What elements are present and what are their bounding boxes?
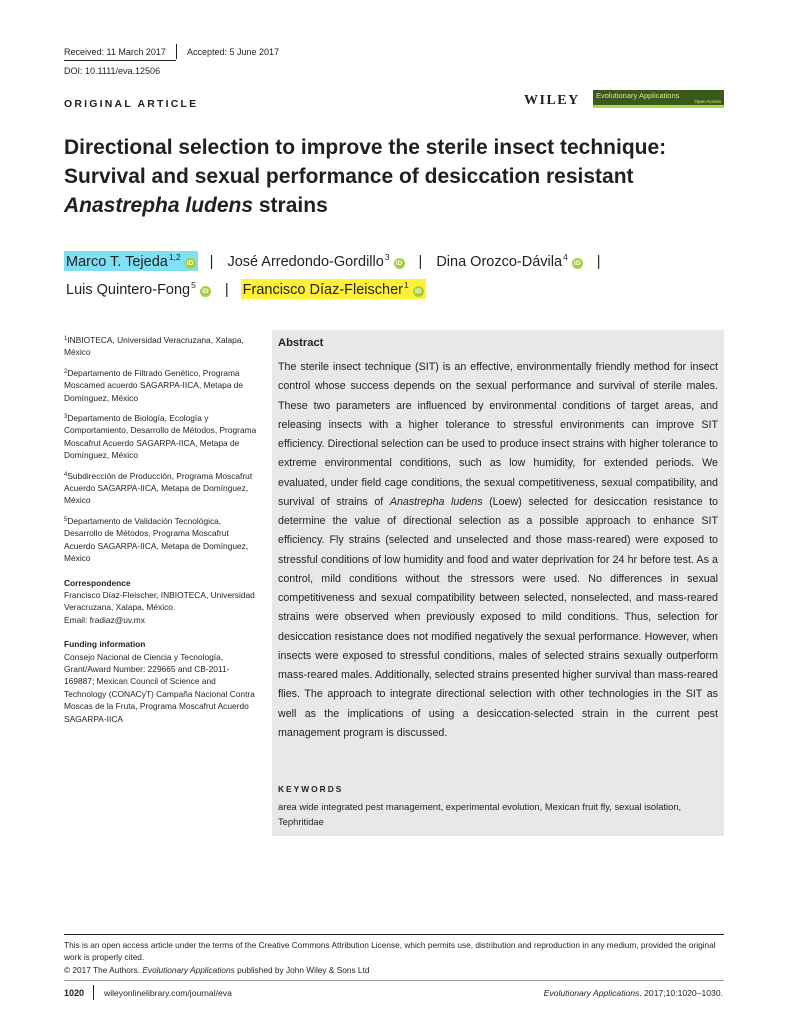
header-divider [176, 44, 177, 59]
affiliation-1: $^1$INBIOTECA, Universidad Veracruzana, Xalapa, México [64, 335, 244, 358]
abstract-text-1: The sterile insect technique (SIT) is an effective, environmentally friendly method for insect control whose success depends on the sexual performance and survival of sterile males. These two parameters are influenced by environmental conditions of target areas, and releasing insects with a higher tolerance to stressful environments can improve SIT efficiency. Directional selection can be used to produce insect strains with higher tolerance to extreme environmental conditions, such as low humidity, for extended periods. We evaluated, under field cage conditions, the sexual competitiveness, sexual compatibility, and survival of strains of [278, 361, 718, 508]
license-text: This is an open access article under the terms of the Creative Commons Attribution License, which permits use, distribution and reproduction in any medium, provided the original work is properly cited. [64, 940, 716, 963]
author-separator: | [418, 254, 423, 270]
journal-badge-name: Evolutionary Applications [596, 91, 680, 100]
author-3[interactable] [434, 251, 584, 271]
authors-line-1 [64, 251, 744, 271]
orcid-icon[interactable]: iD [413, 286, 424, 297]
abstract-text-2: (Loew) selected for desiccation resistance to determine the value of directional selection as a possible approach to enhance SIT efficiency. Fly strains (selected and unselected and those mass-reared) were exposed to stressful conditions of low humidity and food and water deprivation for 24 hr before test. As a control, mild conditions without the stressors were used. No differences in sexual competitiveness and sexual compatibility between selected, nonselected, and mass-reared strains were observed when previously exposed to mild conditions. Thus, selection for desiccation resistance does not modified negatively the sexual performance. However, when insects were exposed to stressful conditions, males of selected strains sexually outperform mass-reared males. Additionally, selected strains presented higher survival than mass-reared flies. The approach to integrate directional selection with other technologies in the SIT as well as the implications of using a desiccation-selected strain in the current pest management program is discussed. [278, 495, 718, 739]
affiliation-3: $^3$Departamento de Biología, Ecología y Comportamiento, Desarrollo de Métodos, Programa Moscafrut Acuerdo SAGARPA-IICA, Metapa de Domínguez, México [64, 413, 257, 461]
orcid-icon[interactable]: iD [185, 258, 196, 269]
orcid-icon[interactable]: iD [394, 258, 405, 269]
open-access-label: Open Access [694, 99, 721, 104]
author-3-name: Dina Orozco-Dávila [436, 254, 563, 270]
funding-text: Consejo Nacional de Ciencia y Tecnología, Grant/Award Number: 229665 and CB-2011-169887; Mexican Council of Science and Technology (CONACyT) Campaña Nacional Contra Moscas de la Fruta, Programa Moscafrut Acuerdo SAGARPA-IICA [64, 651, 255, 724]
affiliation-5: $^5$Departamento de Validación Tecnológica, Desarrollo de Métodos, Programa Moscafrut Acuerdo SAGARPA-IICA, Metapa de Domínguez, México [64, 515, 249, 564]
affiliation-4: $^4$Subdirección de Producción, Programa Moscafrut Acuerdo SAGARPA-IICA, Metapa de Domínguez, México [64, 470, 253, 506]
doi[interactable]: DOI: 10.1111/eva.12506 [64, 66, 161, 76]
abstract-species: Anastrepha ludens [389, 495, 483, 508]
author-4-affil: 5 [191, 280, 196, 290]
author-1[interactable] [64, 251, 198, 271]
article-type-label: ORIGINAL ARTICLE [64, 98, 199, 110]
citation: Evolutionary Applications. 2017;10:1020–1030. [543, 988, 723, 998]
footer-rule [64, 934, 724, 935]
keywords-text: area wide integrated pest management, experimental evolution, Mexican fruit fly, sexual isolation, Tephritidae [278, 801, 682, 827]
orcid-icon[interactable]: iD [572, 258, 583, 269]
abstract-heading: Abstract [278, 337, 324, 349]
author-4[interactable] [64, 279, 213, 299]
title-line-1: Directional selection to improve the sterile insect technique: [64, 136, 667, 159]
author-separator: | [224, 282, 229, 298]
author-3-affil: 4 [563, 252, 568, 262]
header-rule [64, 60, 176, 61]
author-4-name: Luis Quintero-Fong [66, 282, 191, 298]
affiliation-2: $^2$Departamento de Filtrado Genético, Programa Moscamed acuerdo SAGARPA-IICA, Metapa de Domínguez, México [64, 367, 244, 403]
author-separator: | [209, 254, 214, 270]
correspondence-heading: Correspondence [64, 577, 131, 588]
author-separator: | [596, 254, 601, 270]
page-number: 1020 [64, 988, 85, 998]
copyright-line: © 2017 The Authors. Evolutionary Applications published by John Wiley & Sons Ltd [64, 965, 370, 975]
author-1-name: Marco T. Tejeda [66, 254, 168, 270]
correspondence-text: Francisco Díaz-Fleischer, INBIOTECA, Universidad Veracruzana, Xalapa, México. [64, 589, 255, 613]
funding-heading: Funding information [64, 639, 146, 650]
title-species: Anastrepha ludens [64, 194, 254, 217]
author-2[interactable] [225, 251, 406, 271]
correspondence-email[interactable]: Email: fradiaz@uv.mx [64, 614, 145, 625]
author-5-affil: 1 [403, 280, 409, 290]
title-line-3 [64, 191, 744, 220]
abstract-body [278, 358, 718, 743]
article-title [64, 133, 744, 220]
accepted-date: Accepted: 5 June 2017 [187, 47, 280, 57]
footer-rule-2 [64, 980, 724, 981]
title-line-2: Survival and sexual performance of desiccation resistant [64, 165, 634, 188]
authors-line-2 [64, 279, 744, 299]
journal-url[interactable]: wileyonlinelibrary.com/journal/eva [104, 988, 232, 998]
author-2-affil: 3 [384, 252, 390, 262]
keywords-heading: KEYWORDS [278, 784, 344, 794]
footer-divider [93, 985, 94, 1000]
orcid-icon[interactable]: iD [200, 286, 211, 297]
author-2-name: José Arredondo-Gordillo [227, 254, 384, 270]
title-line-3-rest: strains [253, 194, 328, 217]
wiley-logo: WILEY [524, 93, 580, 108]
author-1-affil: 1,2 [168, 252, 181, 262]
journal-badge [593, 90, 724, 108]
received-date: Received: 11 March 2017 [64, 47, 166, 57]
author-5[interactable] [241, 279, 426, 299]
author-5-name: Francisco Díaz-Fleischer [242, 282, 403, 298]
affiliations-column [64, 333, 258, 725]
